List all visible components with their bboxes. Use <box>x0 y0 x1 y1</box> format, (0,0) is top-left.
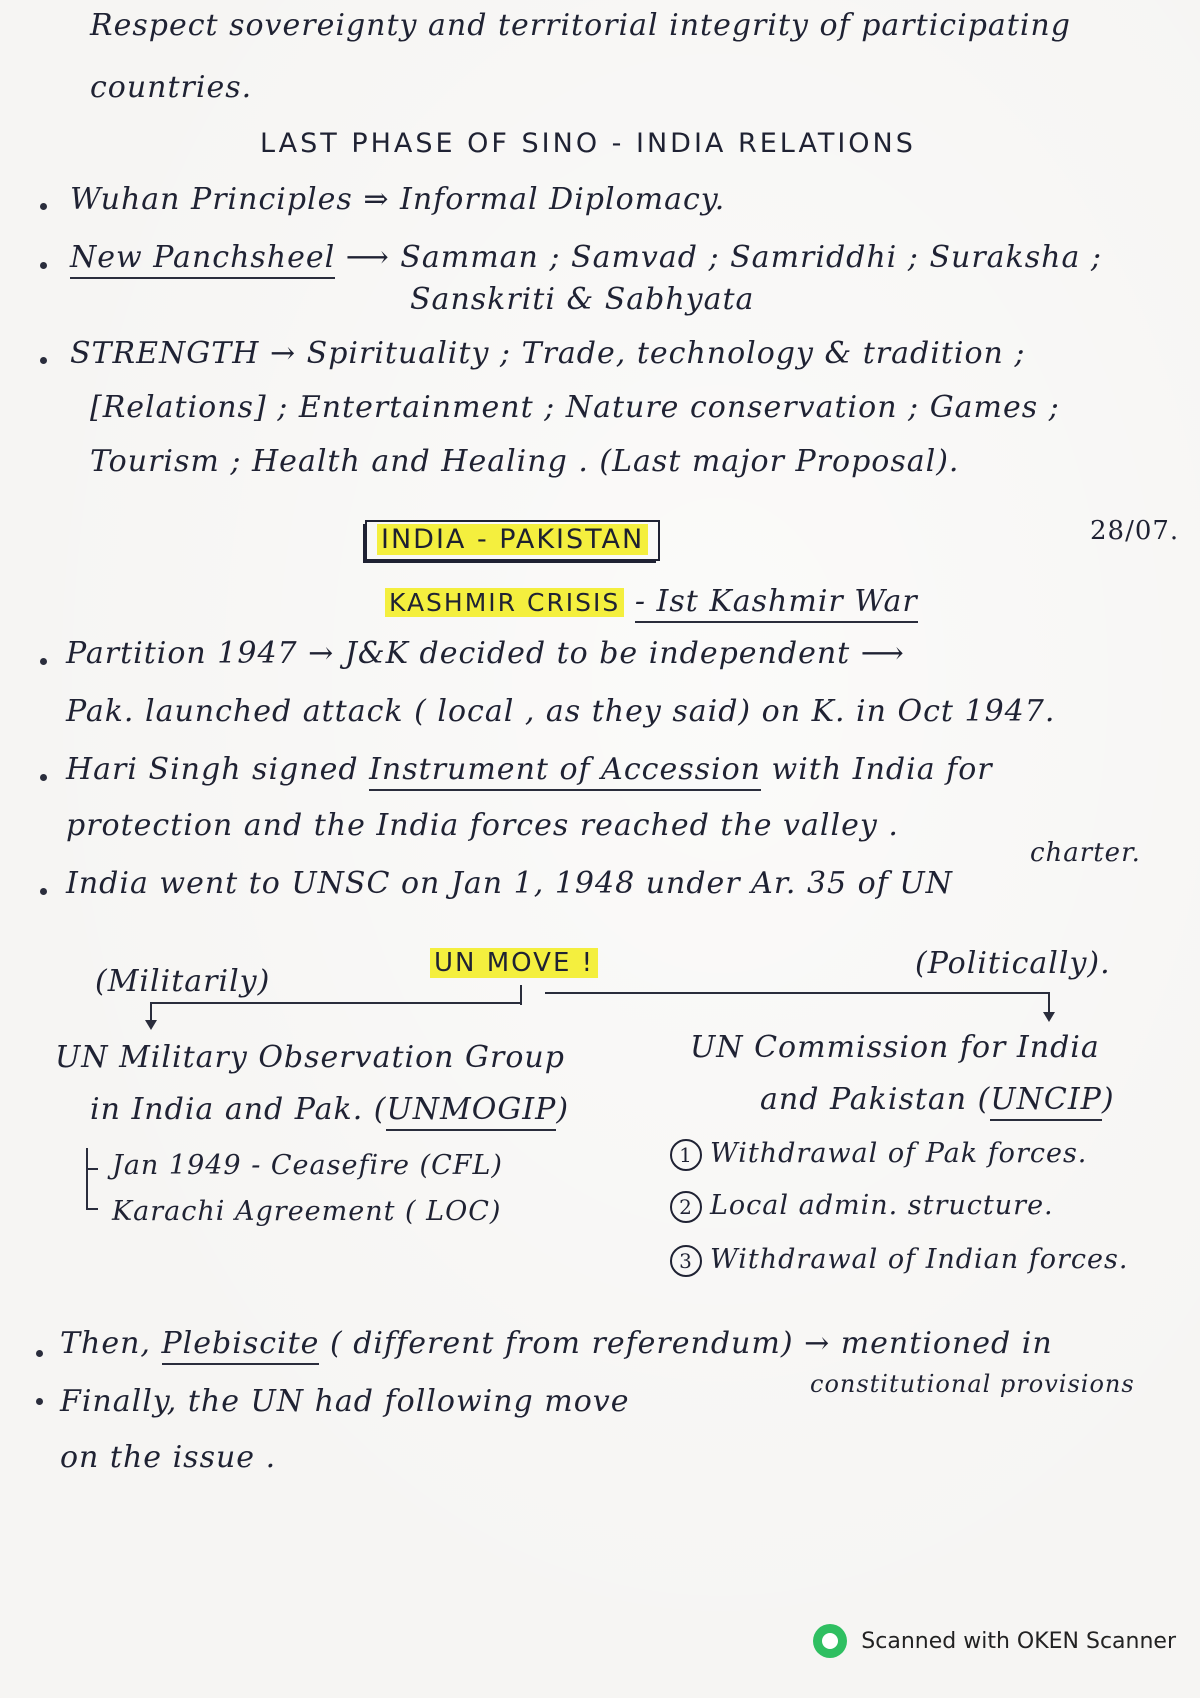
note-line: Karachi Agreement ( LOC) <box>112 1196 502 1227</box>
sub-branch-tick <box>86 1208 98 1210</box>
arrow-down-icon <box>1043 1012 1055 1022</box>
note-line: Tourism ; Health and Healing . (Last major Proposal). <box>90 444 960 479</box>
uncip-item-1 <box>670 1138 1087 1171</box>
uncip-item-2 <box>670 1190 1054 1223</box>
number-circle: 3 <box>670 1245 702 1277</box>
branch-stem <box>520 985 522 1005</box>
section-heading-sino-india: LAST PHASE OF SINO - INDIA RELATIONS <box>260 128 916 159</box>
new-panchsheel-label: New Panchsheel <box>70 240 335 279</box>
un-move-label: UN MOVE ! <box>430 948 598 978</box>
number-circle: 2 <box>670 1191 702 1223</box>
bullet-dot <box>36 1398 43 1405</box>
note-line: Sanskriti & Sabhyata <box>410 282 755 317</box>
note-fragment: in India and Pak. ( <box>90 1092 387 1127</box>
oken-scanner-logo-icon <box>813 1624 847 1658</box>
bullet-dot <box>40 888 47 895</box>
kashmir-crisis-label: KASHMIR CRISIS <box>385 588 624 617</box>
note-line: Partition 1947 → J&K decided to be independent ⟶ <box>66 636 905 671</box>
bullet-dot <box>40 262 47 269</box>
note-fragment: ) <box>556 1092 570 1127</box>
number-circle: 1 <box>670 1139 702 1171</box>
note-fragment: ) <box>1101 1082 1115 1117</box>
note-line: protection and the India forces reached the valley . <box>66 808 899 843</box>
note-line: countries. <box>90 70 253 105</box>
branch-line-right <box>545 992 1050 994</box>
note-fragment: Withdrawal of Pak forces. <box>710 1138 1088 1169</box>
uncip-item-3 <box>670 1244 1128 1277</box>
arrow-down-icon <box>145 1020 157 1030</box>
date-label: 28/07. <box>1090 516 1180 546</box>
first-kashmir-war-label: - Ist Kashmir War <box>635 584 918 623</box>
plebiscite-label: Plebiscite <box>162 1326 320 1365</box>
note-line <box>90 1092 569 1127</box>
bullet-dot <box>40 203 47 210</box>
note-line: constitutional provisions <box>810 1370 1135 1398</box>
note-line <box>385 584 918 619</box>
note-line: STRENGTH → Spirituality ; Trade, technology & tradition ; <box>70 336 1026 371</box>
note-fragment: Then, <box>60 1326 151 1361</box>
note-line <box>70 240 1102 275</box>
bullet-dot <box>40 357 47 364</box>
note-fragment: Local admin. structure. <box>710 1190 1054 1221</box>
unmogip-acronym: UNMOGIP <box>386 1092 556 1131</box>
note-line <box>66 752 993 787</box>
scanner-text: Scanned with OKEN Scanner <box>861 1628 1176 1654</box>
note-line: Pak. launched attack ( local , as they said) on K. in Oct 1947. <box>66 694 1056 729</box>
bullet-dot <box>36 1350 43 1357</box>
branch-line-left <box>150 1002 520 1004</box>
sub-branch-tick <box>86 1168 98 1170</box>
note-fragment: with India for <box>771 752 993 787</box>
note-line <box>760 1082 1115 1117</box>
note-line: charter. <box>1030 838 1141 868</box>
new-panchsheel-values: ⟶ Samman ; Samvad ; Samriddhi ; Suraksha ; <box>345 240 1102 275</box>
branch-drop-left <box>150 1002 152 1022</box>
india-pakistan-title: INDIA - PAKISTAN <box>377 524 648 555</box>
note-fragment: and Pakistan ( <box>760 1082 991 1117</box>
instrument-of-accession: Instrument of Accession <box>369 752 761 791</box>
note-line: Jan 1949 - Ceasefire (CFL) <box>112 1150 503 1181</box>
un-move-heading <box>430 944 598 979</box>
note-line: Respect sovereignty and territorial integrity of participating <box>90 8 1071 43</box>
note-fragment: Hari Singh signed <box>66 752 359 787</box>
note-fragment: Withdrawal of Indian forces. <box>710 1244 1129 1275</box>
sub-branch-line <box>86 1148 88 1210</box>
bullet-dot <box>40 658 47 665</box>
note-line: Wuhan Principles ⇒ Informal Diplomacy. <box>70 182 726 217</box>
note-line: on the issue . <box>60 1440 277 1475</box>
note-line <box>60 1326 1053 1361</box>
note-line: India went to UNSC on Jan 1, 1948 under Ar. 35 of UN <box>66 866 953 901</box>
politically-label: (Politically). <box>915 946 1111 981</box>
note-fragment: ( different from referendum) → mentioned in <box>329 1326 1053 1361</box>
india-pakistan-title-box <box>365 520 660 561</box>
note-line: [Relations] ; Entertainment ; Nature conservation ; Games ; <box>90 390 1060 425</box>
note-line: Finally, the UN had following move <box>60 1384 630 1419</box>
uncip-title: UN Commission for India <box>690 1030 1100 1065</box>
unmogip-title: UN Military Observation Group <box>55 1040 565 1075</box>
scanner-watermark <box>813 1624 1176 1658</box>
branch-drop-right <box>1048 992 1050 1014</box>
militarily-label: (Militarily) <box>95 964 271 999</box>
uncip-acronym: UNCIP <box>990 1082 1102 1121</box>
bullet-dot <box>40 774 47 781</box>
